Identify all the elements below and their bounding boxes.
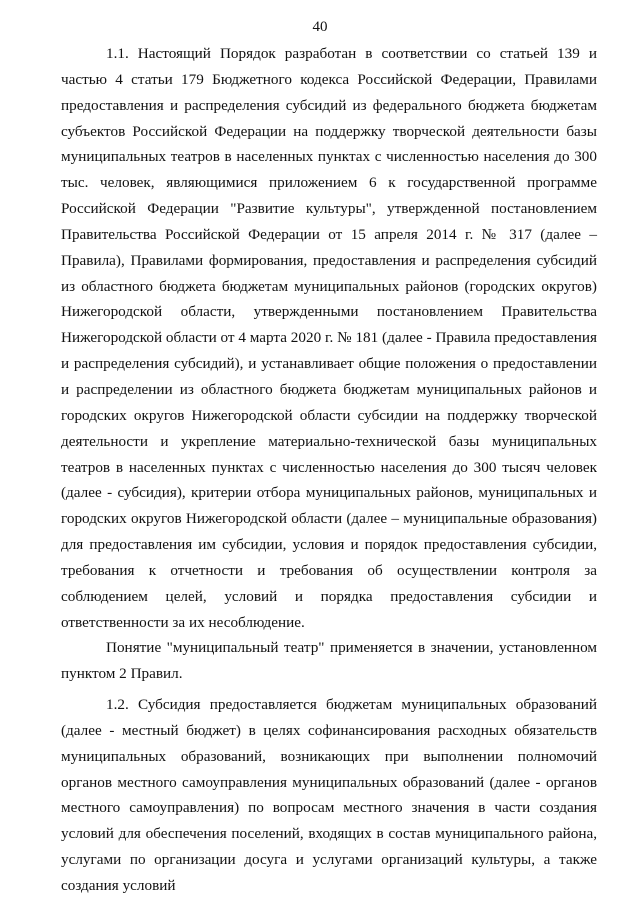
page-number: 40 [312, 19, 328, 35]
document-body [61, 41, 597, 899]
paragraph-1-1: 1.1. Настоящий Порядок разработан в соответствии со статьей 139 и частью 4 статьи 179 Бюджетного кодекса Российской Федерации, Правилами предоставления и распределения субсидий из федерального бюджета бюджетам субъектов Российской Федерации на поддержку творческой деятельности базы муниципальных театров в населенных пунктах с численностью населения до 300 тыс. человек, являющимися приложением 6 к государственной программе Российской Федерации "Развитие культуры", утвержденной постановлением Правительства Российской Федерации от 15 апреля 2014 г. № 317 (далее – Правила), Правилами формирования, предоставления и распределения субсидий из областного бюджета бюджетам муниципальных районов (городских округов) Нижегородской области, утвержденными постановлением Правительства Нижегородской области от 4 марта 2020 г. № 181 (далее - Правила предоставления и распределения субсидий), и устанавливает общие положения о предоставлении и распределении из областного бюджета бюджетам муниципальных районов и городских округов Нижегородской области субсидии на поддержку творческой деятельности и укрепление материально-технической базы муниципальных театров в населенных пунктах с численностью населения до 300 тысяч человек (далее - субсидия), критерии отбора муниципальных районов, муниципальных и городских округов Нижегородской области (далее – муниципальные образования) для предоставления им субсидии, условия и порядок предоставления субсидии, требования к отчетности и требования об осуществлении контроля за соблюдением целей, условий и порядка предоставления субсидии и ответственности за их несоблюдение. [61, 45, 597, 631]
paragraph-municipal-theatre-concept: Понятие "муниципальный театр" применяется в значении, установленном пунктом 2 Правил. [61, 639, 597, 683]
paragraph-1-2: 1.2. Субсидия предоставляется бюджетам муниципальных образований (далее - местный бюджет) в целях софинансирования расходных обязательств муниципальных образований, возникающих при выполнении полномочий органов местного самоуправления муниципальных образований (далее - органов местного самоуправления) по вопросам местного значения в части создания условий для обеспечения поселений, входящих в состав муниципального района, услугами по организации досуга и услугами организаций культуры, а также создания условий [61, 696, 597, 894]
